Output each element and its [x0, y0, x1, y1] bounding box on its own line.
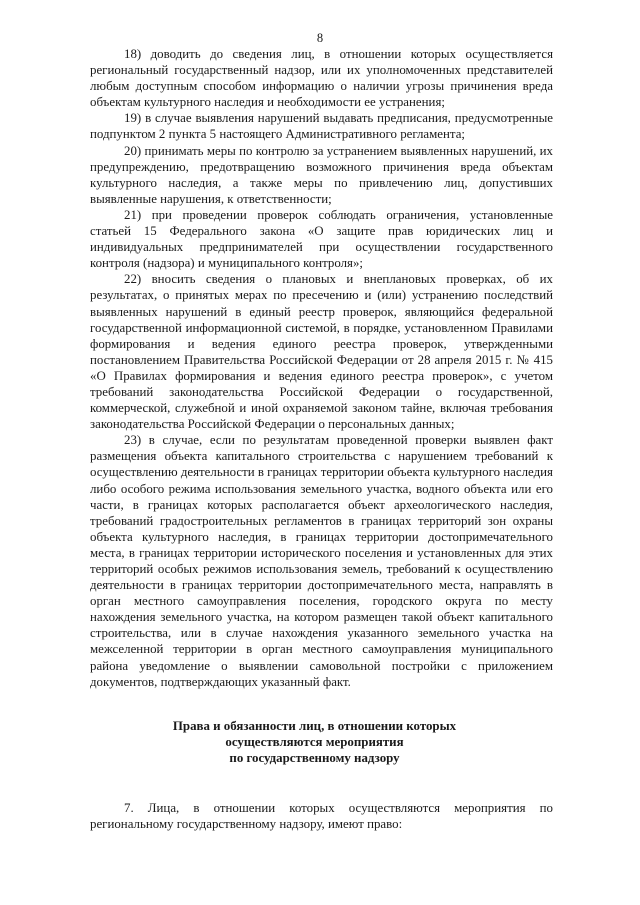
heading-line-2: осуществляются мероприятия	[225, 734, 404, 749]
paragraph-20: 20) принимать меры по контролю за устранением выявленных нарушений, их предупреждению, предотвращению возможного причинения вреда объектам культурного наследия, а также меры по привлечению лиц, допустивших выявленные нарушения, к ответственности;	[90, 143, 553, 206]
paragraph-7: 7. Лица, в отношении которых осуществляются мероприятия по региональному государственному надзору, имеют право:	[90, 801, 553, 832]
heading-line-3: по государственному надзору	[229, 750, 400, 765]
paragraph-22: 22) вносить сведения о плановых и внеплановых проверках, об их результатах, о принятых мерах по пресечению и (или) устранению последствий выявленных нарушений в единый реестр проверок, являющийся федеральной государственной информационной системой, в порядке, установленном Правилами формирования и ведения единого реестра проверок, утвержденными постановлением Правительства Российской Федерации от 28 апреля 2015 г. № 415 «О Правилах формирования и ведения единого реестра проверок», с учетом требований законодательства Российской Федерации о государственной, коммерческой, служебной и иной охраняемой законом тайне, включая требования законодательства Российской Федерации о персональных данных;	[90, 272, 553, 432]
document-body	[90, 46, 553, 766]
paragraph-23: 23) в случае, если по результатам проведенной проверки выявлен факт размещения объекта капитального строительства с нарушением требований к осуществлению деятельности в границах территории объекта культурного наследия либо особого режима использования земельного участка, водного объекта или его части, в границах которых располагается объект археологического наследия, требований градостроительных регламентов в границах территорий зон охраны объекта культурного наследия, в границах территории достопримечательного места, в границах территории исторического поселения и установленных для этих территорий особых режимов использования земель, требований к осуществлению деятельности в границах территории достопримечательного места, направлять в орган местного самоуправления поселения, городского округа по месту нахождения земельного участка, на котором размещен такой объект капитального строительства, или в случае нахождения указанного земельного участка на межселенной территории в орган местного самоуправления муниципального района уведомление о выявлении самовольной постройки с приложением документов, подтверждающих указанный факт.	[90, 433, 553, 689]
section-body	[90, 800, 553, 832]
paragraph-19: 19) в случае выявления нарушений выдавать предписания, предусмотренные подпунктом 2 пункта 5 настоящего Административного регламента;	[90, 111, 553, 142]
section-heading	[90, 718, 553, 766]
paragraph-18: 18) доводить до сведения лиц, в отношении которых осуществляется региональный государственный надзор, или их уполномоченных представителей любым доступным способом информацию о наличии угрозы причинения вреда объектам культурного наследия и необходимости ее устранения;	[90, 47, 553, 110]
paragraph-21: 21) при проведении проверок соблюдать ограничения, установленные статьей 15 Федерального закона «О защите прав юридических лиц и индивидуальных предпринимателей при осуществлении государственного контроля (надзора) и муниципального контроля»;	[90, 207, 553, 271]
heading-line-1: Права и обязанности лиц, в отношении которых	[172, 718, 457, 733]
page-number: 8	[316, 31, 324, 45]
